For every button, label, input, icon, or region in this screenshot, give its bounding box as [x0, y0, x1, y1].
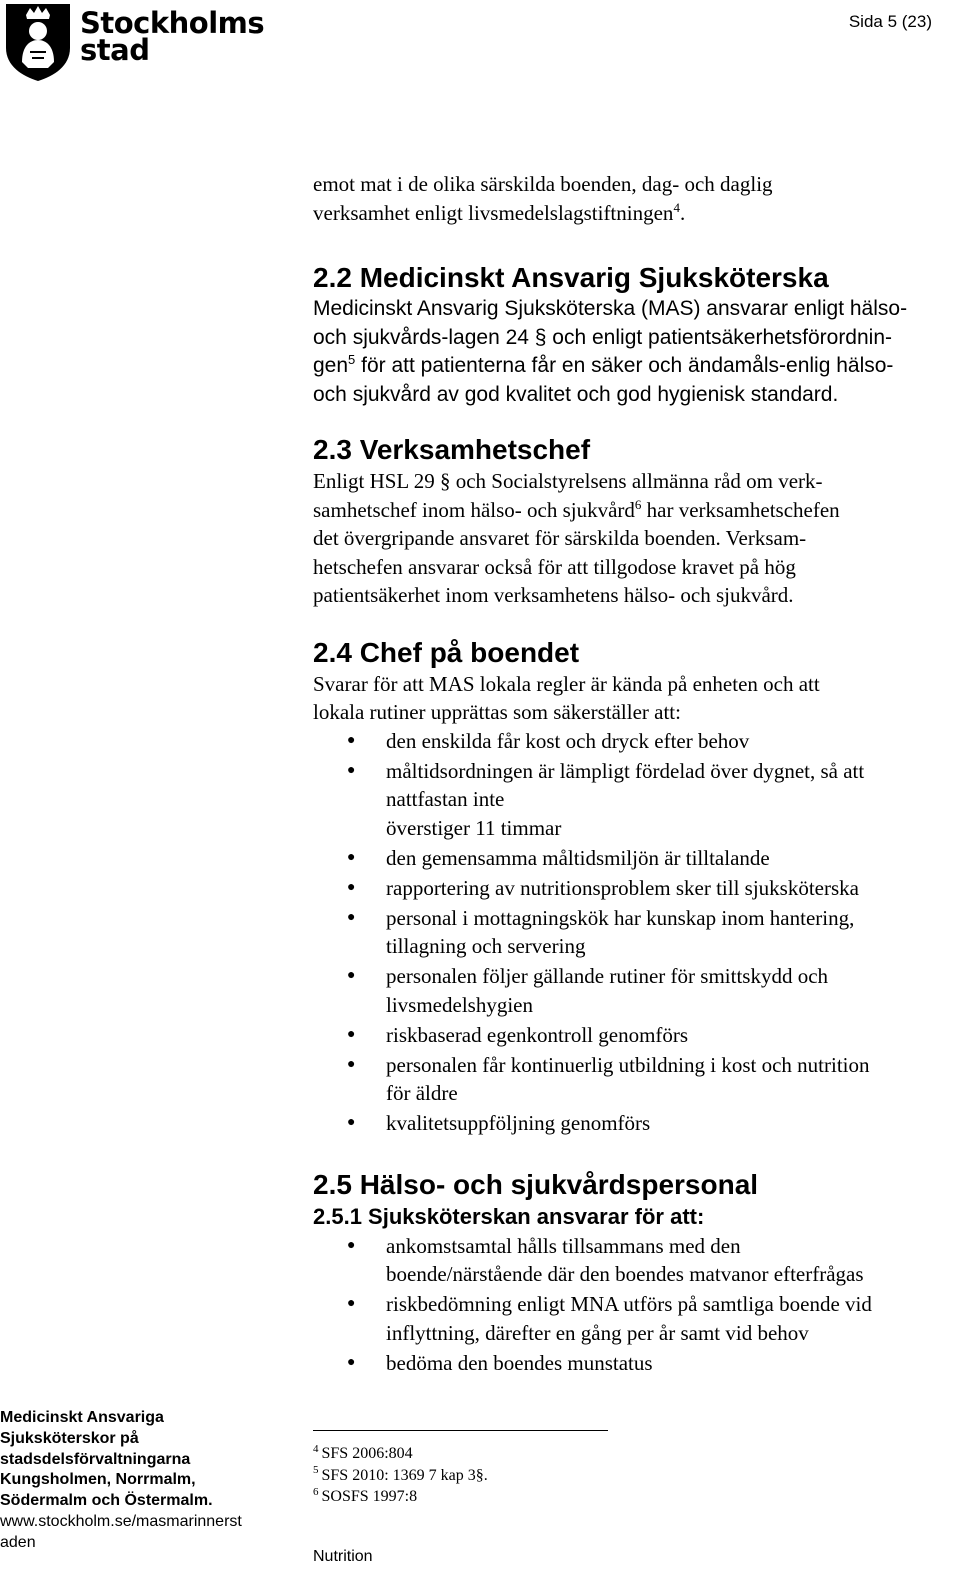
sidebar-contact	[0, 1408, 250, 1554]
list-item	[313, 1232, 958, 1289]
intro-paragraph	[313, 170, 958, 227]
cb-bullet-list	[313, 727, 958, 1138]
list-item	[313, 757, 958, 843]
stockholm-crest-icon	[4, 2, 72, 82]
intro-line-2-end: .	[679, 200, 686, 225]
footnote-text: SFS 2010: 1369 7 kap 3§.	[321, 1466, 488, 1484]
cb-line-1: Svarar för att MAS lokala regler är kända på enheten och att	[313, 671, 820, 696]
list-item	[313, 1051, 958, 1108]
list-item-text: boende/närstående där den boendes matvanor efterfrågas	[386, 1262, 864, 1286]
sidebar-line-3: stadsdelsförvaltningarna	[0, 1450, 191, 1468]
logo-line-2: stad	[80, 33, 150, 67]
list-item-text: personalen får kontinuerlig utbildning i kost och nutrition	[386, 1052, 870, 1077]
mas-line-1: Medicinskt Ansvarig Sjuksköterska (MAS) ansvarar enligt hälso-	[313, 297, 908, 320]
sidebar-line-2: Sjuksköterskor på	[0, 1429, 139, 1447]
section-2-3-heading: 2.3 Verksamhetschef	[313, 434, 591, 465]
list-item-text: nattfastan inte	[386, 787, 505, 811]
list-item-text: tillagning och servering	[386, 934, 586, 958]
footnote-number: 4	[313, 1442, 319, 1455]
mas-line-3-start: gen	[313, 354, 349, 377]
footnote-ref: 5	[348, 352, 356, 367]
intro-line-2: verksamhet enligt livsmedelslagstiftningen	[313, 200, 674, 225]
list-item-text: riskbedömning enligt MNA utförs på samtliga boende vid	[386, 1292, 872, 1316]
list-item-text: personalen följer gällande rutiner för smittskydd och	[386, 964, 829, 988]
mas-paragraph	[313, 295, 958, 409]
sidebar-line-5: Södermalm och Östermalm.	[0, 1492, 213, 1510]
logo-line-1: Stockholms	[80, 6, 265, 40]
mas-line-2: och sjukvårds-lagen 24 § och enligt patientsäkerhetsförordnin-	[313, 325, 893, 349]
list-item-text: riskbaserad egenkontroll genomförs	[386, 1022, 689, 1047]
hs-bullet-list	[313, 1232, 958, 1378]
cb-paragraph	[313, 670, 958, 727]
footnotes	[313, 1443, 488, 1508]
list-item-text: livsmedelshygien	[386, 992, 533, 1017]
list-item-text: rapportering av nutritionsproblem sker till sjuksköterska	[386, 875, 859, 900]
vc-paragraph	[313, 467, 958, 610]
footnote-ref: 6	[634, 496, 642, 512]
footnote-number: 6	[313, 1485, 319, 1498]
vc-line-2-end: har verksamhetschefen	[641, 497, 840, 522]
mas-line-3-end: för att patienterna får en säker och ändamåls-enlig hälso-	[355, 354, 894, 377]
list-item-text: överstiger 11 timmar	[386, 815, 562, 840]
section-2-4-heading: 2.4 Chef på boendet	[313, 636, 580, 668]
list-item	[313, 1109, 958, 1138]
vc-line-4: hetschefen ansvarar också för att tillgodose kravet på hög	[313, 554, 796, 579]
list-item-text: ankomstsamtal hålls tillsammans med den	[386, 1233, 741, 1258]
footnote-text: SOSFS 1997:8	[321, 1488, 418, 1505]
cb-line-2: lokala rutiner upprättas som säkerställer att:	[313, 700, 681, 724]
list-item-text: måltidsordningen är lämpligt fördelad över dygnet, så att	[386, 758, 865, 783]
list-item	[313, 727, 958, 756]
vc-line-1: Enligt HSL 29 § och Socialstyrelsens allmänna råd om verk-	[313, 469, 823, 493]
list-item	[313, 874, 958, 903]
footnote-divider	[313, 1430, 608, 1431]
list-item	[313, 1021, 958, 1050]
stockholm-logo	[4, 2, 264, 82]
list-item-text: inflyttning, därefter en gång per år samt vid behov	[386, 1320, 809, 1345]
footnote-item	[313, 1465, 488, 1487]
list-item	[313, 1290, 958, 1347]
list-item-text: bedöma den boendes munstatus	[386, 1350, 653, 1375]
footnote-number: 5	[313, 1464, 319, 1477]
list-item-text: för äldre	[386, 1081, 458, 1105]
mas-line-4: och sjukvård av god kvalitet och god hygienisk standard.	[313, 382, 839, 406]
list-item-text: den enskilda får kost och dryck efter behov	[386, 728, 750, 753]
list-item-text: personal i mottagningskök har kunskap inom hantering,	[386, 905, 855, 930]
intro-line-1: emot mat i de olika särskilda boenden, dag- och daglig	[313, 172, 773, 196]
vc-line-5: patientsäkerhet inom verksamhetens hälso- och sjukvård.	[313, 583, 794, 607]
main-content	[313, 170, 958, 1379]
footer-topic: Nutrition	[313, 1548, 373, 1565]
vc-line-3: det övergripande ansvaret för särskilda boenden. Verksam-	[313, 526, 807, 550]
section-2-5-1-heading: 2.5.1 Sjuksköterskan ansvarar för att:	[313, 1203, 705, 1229]
sidebar-line-1: Medicinskt Ansvariga	[0, 1409, 164, 1426]
list-item-text: kvalitetsuppföljning genomförs	[386, 1111, 651, 1135]
sidebar-url-link[interactable]: www.stockholm.se/masmarinnerstaden	[0, 1512, 242, 1551]
list-item	[313, 1349, 958, 1378]
footnote-ref: 4	[673, 199, 680, 215]
list-item	[313, 904, 958, 961]
sidebar-line-4: Kungsholmen, Norrmalm,	[0, 1471, 196, 1489]
footnote-item	[313, 1486, 488, 1508]
footnote-item	[313, 1443, 488, 1465]
list-item-text: den gemensamma måltidsmiljön är tilltalande	[386, 845, 770, 870]
list-item	[313, 844, 958, 873]
vc-line-2-start: samhetschef inom hälso- och sjukvård	[313, 497, 635, 522]
page-indicator: Sida 5 (23)	[848, 12, 932, 31]
list-item	[313, 962, 958, 1019]
footnote-text: SFS 2006:804	[321, 1445, 413, 1462]
section-2-5-heading: 2.5 Hälso- och sjukvårdspersonal	[313, 1168, 759, 1200]
section-2-2-heading: 2.2 Medicinskt Ansvarig Sjuksköterska	[313, 262, 829, 293]
